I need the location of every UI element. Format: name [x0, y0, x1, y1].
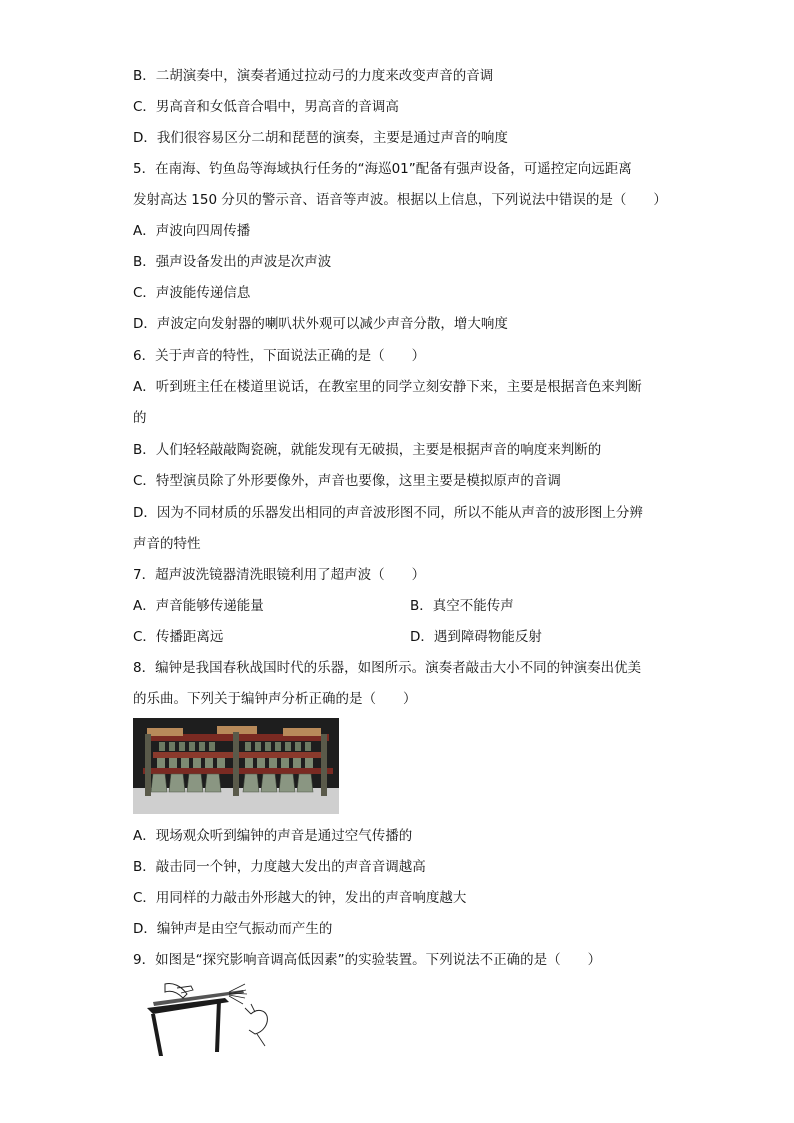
q6-option-b: B．人们轻轻敲敲陶瓷碗，就能发现有无破损，主要是根据声音的响度来判断的 [133, 442, 602, 458]
q4-option-d: D．我们很容易区分二胡和琵琶的演奏，主要是通过声音的响度 [133, 130, 508, 146]
q4-option-b: B．二胡演奏中，演奏者通过拉动弓的力度来改变声音的音调 [133, 68, 494, 84]
q5-stem-line-1: 5．在南海、钓鱼岛等海域执行任务的“海巡01”配备有强声设备，可遥控定向远距离 [133, 161, 632, 177]
q6-option-a-line-2: 的 [133, 410, 147, 426]
q6-stem: 6．关于声音的特性，下面说法正确的是（ ） [133, 348, 426, 364]
q5-option-a: A．声波向四周传播 [133, 223, 251, 239]
q5-option-b: B．强声设备发出的声波是次声波 [133, 254, 332, 270]
q5-stem-line-2: 发射高达 150 分贝的警示音、语音等声波。根据以上信息，下列说法中错误的是（ ） [133, 192, 667, 208]
q7-option-c: C．传播距离远 [133, 629, 224, 645]
q6-option-d-line-2: 声音的特性 [133, 536, 201, 552]
q8-option-a: A．现场观众听到编钟的声音是通过空气传播的 [133, 828, 413, 844]
q8-stem-line-1: 8．编钟是我国春秋战国时代的乐器，如图所示。演奏者敲击大小不同的钟演奏出优美 [133, 660, 642, 676]
q6-option-c: C．特型演员除了外形要像外，声音也要像，这里主要是模拟原声的音调 [133, 473, 561, 489]
q4-option-c: C．男高音和女低音合唱中，男高音的音调高 [133, 99, 399, 115]
q7-option-d: D．遇到障碍物能反射 [410, 629, 542, 645]
q9-stem: 9．如图是“探究影响音调高低因素”的实验装置。下列说法不正确的是（ ） [133, 952, 602, 968]
ruler-experiment-figure [147, 980, 279, 1056]
q8-option-c: C．用同样的力敲击外形越大的钟，发出的声音响度越大 [133, 890, 467, 906]
q8-stem-line-2: 的乐曲。下列关于编钟声分析正确的是（ ） [133, 691, 417, 707]
q7-stem: 7．超声波洗镜器清洗眼镜利用了超声波（ ） [133, 567, 426, 583]
q7-option-b: B．真空不能传声 [410, 598, 514, 614]
q6-option-d-line-1: D．因为不同材质的乐器发出相同的声音波形图不同，所以不能从声音的波形图上分辨 [133, 505, 643, 521]
q7-option-a: A．声音能够传递能量 [133, 598, 264, 614]
q8-option-d: D．编钟声是由空气振动而产生的 [133, 921, 333, 937]
q8-option-b: B．敲击同一个钟，力度越大发出的声音音调越高 [133, 859, 426, 875]
q5-option-c: C．声波能传递信息 [133, 285, 251, 301]
chime-bells-image [133, 718, 339, 814]
q5-option-d: D．声波定向发射器的喇叭状外观可以减少声音分散，增大响度 [133, 316, 508, 332]
q6-option-a-line-1: A．听到班主任在楼道里说话，在教室里的同学立刻安静下来，主要是根据音色来判断 [133, 379, 642, 395]
